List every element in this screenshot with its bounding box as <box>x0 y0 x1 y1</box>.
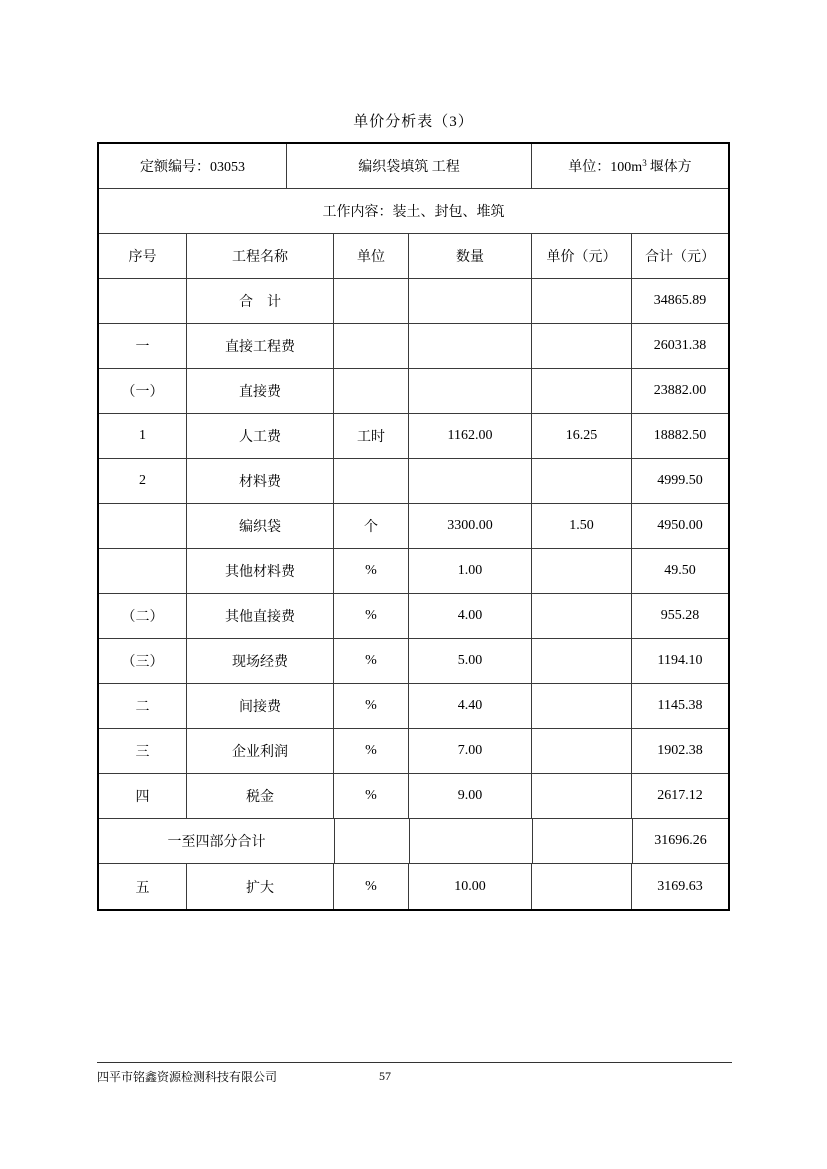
cell-qty: 3300.00 <box>409 504 532 548</box>
table-row <box>99 684 728 729</box>
table-row <box>99 864 728 909</box>
cell-name: 其他材料费 <box>187 549 334 593</box>
cell-no <box>99 504 187 548</box>
measure-unit-suffix: 堰体方 <box>649 160 692 175</box>
table-row <box>99 639 728 684</box>
footer-page-number: 57 <box>379 1069 391 1083</box>
cell-no: （一） <box>99 369 187 413</box>
cell-unit: % <box>334 864 409 909</box>
cell-total: 1194.10 <box>657 653 703 668</box>
cell-no <box>99 549 187 593</box>
table-row <box>99 504 728 549</box>
cell-total: 4999.50 <box>657 473 703 488</box>
table-row <box>99 774 728 819</box>
cell-total: 49.50 <box>664 563 696 578</box>
cell-total: 2617.12 <box>657 788 703 803</box>
cell-price: 1.50 <box>532 504 632 548</box>
cell-no: 三 <box>99 729 187 773</box>
cell-name: 合 计 <box>187 279 334 323</box>
cell-price <box>532 369 632 413</box>
cell-price <box>532 729 632 773</box>
cell-unit <box>335 819 410 863</box>
cell-unit: 工时 <box>334 414 409 458</box>
column-header-price: 单价（元） <box>532 234 632 278</box>
cell-price <box>532 279 632 323</box>
cell-total: 3169.63 <box>657 878 703 894</box>
cell-name: 人工费 <box>187 414 334 458</box>
cell-qty: 10.00 <box>409 864 532 909</box>
cell-price: 16.25 <box>532 414 632 458</box>
cell-name: 编织袋 <box>187 504 334 548</box>
cell-price <box>532 864 632 909</box>
cell-total: 34865.89 <box>653 293 707 308</box>
cell-unit: % <box>334 549 409 593</box>
cell-no: 2 <box>99 459 187 503</box>
table-info-row <box>99 144 728 189</box>
cell-no: 五 <box>99 864 187 909</box>
cell-price <box>532 324 632 368</box>
cell-name: 其他直接费 <box>187 594 334 638</box>
table-row <box>99 459 728 504</box>
column-header-total: 合计（元） <box>645 250 715 265</box>
cell-total: 4950.00 <box>657 518 703 533</box>
cell-qty: 7.00 <box>409 729 532 773</box>
cell-unit: 个 <box>334 504 409 548</box>
cell-qty <box>409 459 532 503</box>
cell-qty: 1162.00 <box>409 414 532 458</box>
table-row <box>99 594 728 639</box>
footer-company-name: 四平市铭鑫资源检测科技有限公司 <box>97 1070 278 1084</box>
cell-qty: 4.40 <box>409 684 532 728</box>
cell-unit: % <box>334 774 409 818</box>
table-row-subtotal <box>99 819 728 864</box>
table-row <box>99 414 728 459</box>
cell-price <box>532 684 632 728</box>
table-row <box>99 369 728 414</box>
table-row <box>99 729 728 774</box>
table-row <box>99 549 728 594</box>
cell-qty <box>409 369 532 413</box>
cell-total: 1145.38 <box>657 698 703 713</box>
cell-total: 31696.26 <box>654 833 707 848</box>
cell-no: （二） <box>99 594 187 638</box>
cell-total: 26031.38 <box>653 338 707 353</box>
cell-name: 直接工程费 <box>187 324 334 368</box>
work-content-row <box>99 189 728 234</box>
cell-price <box>532 459 632 503</box>
table-row <box>99 279 728 324</box>
cell-no: 一 <box>99 324 187 368</box>
cell-name: 企业利润 <box>187 729 334 773</box>
cell-price <box>532 639 632 683</box>
cell-unit: % <box>334 729 409 773</box>
cell-no <box>99 279 187 323</box>
column-header-no: 序号 <box>99 234 187 278</box>
cell-unit <box>334 279 409 323</box>
cell-qty <box>409 279 532 323</box>
cell-unit: % <box>334 639 409 683</box>
project-name-cell: 编织袋填筑 工程 <box>287 144 532 188</box>
quota-number-cell: 定额编号：03053 <box>99 144 287 188</box>
cell-no: 1 <box>99 414 187 458</box>
work-content-cell: 工作内容：装土、封包、堆筑 <box>322 205 505 220</box>
cell-name: 材料费 <box>187 459 334 503</box>
table-row <box>99 324 728 369</box>
cell-total: 1902.38 <box>657 743 703 758</box>
table-header-row <box>99 234 728 279</box>
cell-total: 955.28 <box>660 608 700 623</box>
column-header-name: 工程名称 <box>187 234 334 278</box>
column-header-qty: 数量 <box>409 234 532 278</box>
cell-total: 18882.50 <box>653 428 707 443</box>
cell-qty <box>410 819 533 863</box>
measure-unit-prefix: 单位：100m <box>568 160 643 175</box>
cell-price <box>533 819 633 863</box>
cell-price <box>532 774 632 818</box>
cell-unit <box>334 324 409 368</box>
cell-qty: 4.00 <box>409 594 532 638</box>
column-header-unit: 单位 <box>334 234 409 278</box>
cell-name: 税金 <box>187 774 334 818</box>
cell-qty: 9.00 <box>409 774 532 818</box>
cell-total: 23882.00 <box>653 383 707 398</box>
cell-name: 直接费 <box>187 369 334 413</box>
unit-price-analysis-table <box>97 142 730 911</box>
cell-unit: % <box>334 684 409 728</box>
footer-divider <box>97 1062 732 1063</box>
cell-price <box>532 549 632 593</box>
measure-unit-cell <box>532 144 728 188</box>
cell-unit <box>334 459 409 503</box>
measure-unit-superscript: 3 <box>642 157 647 168</box>
page-title: 单价分析表（3） <box>353 114 474 130</box>
cell-name: 扩大 <box>187 864 334 909</box>
cell-no: （三） <box>99 639 187 683</box>
cell-no: 四 <box>99 774 187 818</box>
cell-unit: % <box>334 594 409 638</box>
cell-name: 现场经费 <box>187 639 334 683</box>
cell-name: 间接费 <box>187 684 334 728</box>
cell-qty: 1.00 <box>409 549 532 593</box>
cell-unit <box>334 369 409 413</box>
cell-qty: 5.00 <box>409 639 532 683</box>
cell-qty <box>409 324 532 368</box>
cell-price <box>532 594 632 638</box>
cell-no: 二 <box>99 684 187 728</box>
cell-subtotal-label: 一至四部分合计 <box>99 819 335 863</box>
